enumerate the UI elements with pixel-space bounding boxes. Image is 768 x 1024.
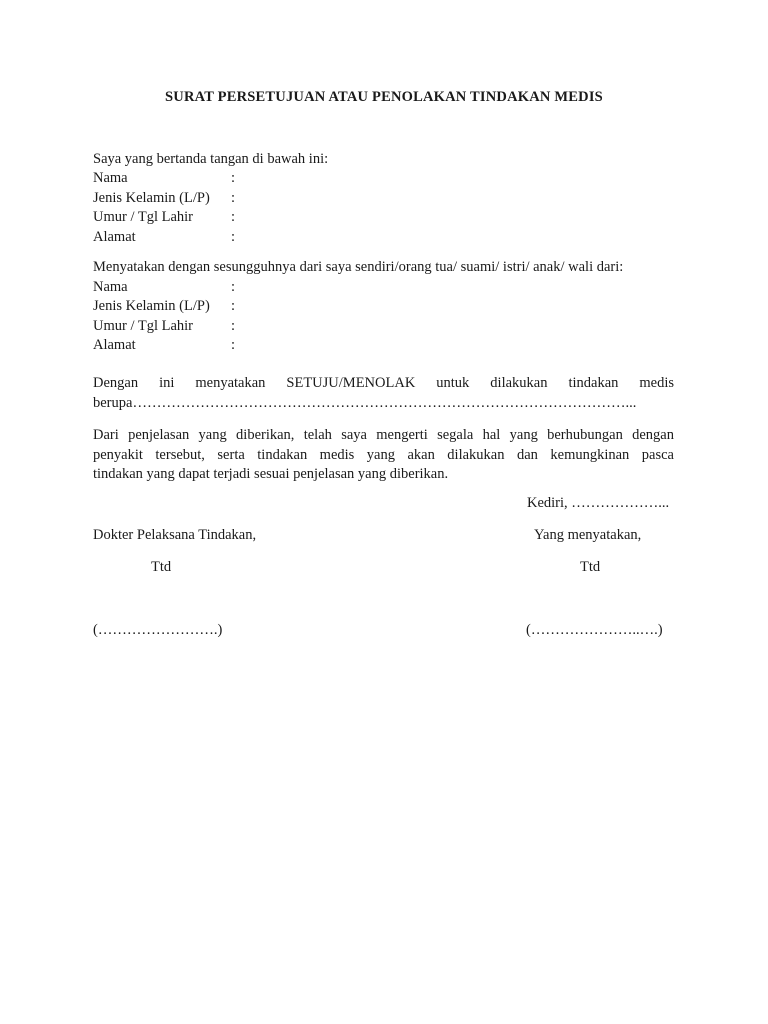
patient-field-gender: Jenis Kelamin (L/P) :	[93, 189, 236, 206]
declarant-name-placeholder: (…………………..….)	[526, 622, 663, 638]
explanation-paragraph	[93, 426, 674, 485]
place-date: Kediri, ………………...	[527, 495, 670, 511]
document-title: SURAT PERSETUJUAN ATAU PENOLAKAN TINDAKAN MEDIS	[165, 89, 603, 105]
intro-text: Saya yang bertanda tangan di bawah ini:	[93, 151, 329, 167]
explanation-line-2: penyakit tersebut, serta tindakan medis yang akan dilakukan dan kemungkinan pasca	[93, 446, 674, 463]
doctor-name-placeholder: (…………………….)	[93, 622, 223, 638]
subject-field-gender: Jenis Kelamin (L/P) :	[93, 298, 236, 314]
subject-field-name: Nama :	[93, 278, 236, 295]
consent-line-2: berupa…………………………………………………………………………………………...	[93, 394, 637, 411]
subject-field-age: Umur / Tgl Lahir :	[93, 317, 236, 334]
explanation-line-1: Dari penjelasan yang diberikan, telah saya mengerti segala hal yang berhubungan dengan	[93, 427, 674, 443]
statement-text: Menyatakan dengan sesungguhnya dari saya sendiri/orang tua/ suami/ istri/ anak/ wali dari:	[93, 259, 624, 275]
doctor-label: Dokter Pelaksana Tindakan,	[93, 527, 257, 543]
consent-paragraph	[93, 374, 674, 413]
patient-field-age: Umur / Tgl Lahir :	[93, 209, 236, 225]
doctor-signature: Ttd	[151, 559, 172, 575]
declarant-label: Yang menyatakan,	[534, 527, 642, 543]
patient-field-name: Nama :	[93, 170, 236, 186]
declarant-signature: Ttd	[580, 559, 601, 575]
patient-field-address: Alamat :	[93, 228, 236, 245]
consent-line-1: Dengan ini menyatakan SETUJU/MENOLAK untuk dilakukan tindakan medis	[93, 375, 674, 391]
subject-field-address: Alamat :	[93, 337, 236, 353]
explanation-line-3: tindakan yang dapat terjadi sesuai penjelasan yang diberikan.	[93, 466, 449, 482]
